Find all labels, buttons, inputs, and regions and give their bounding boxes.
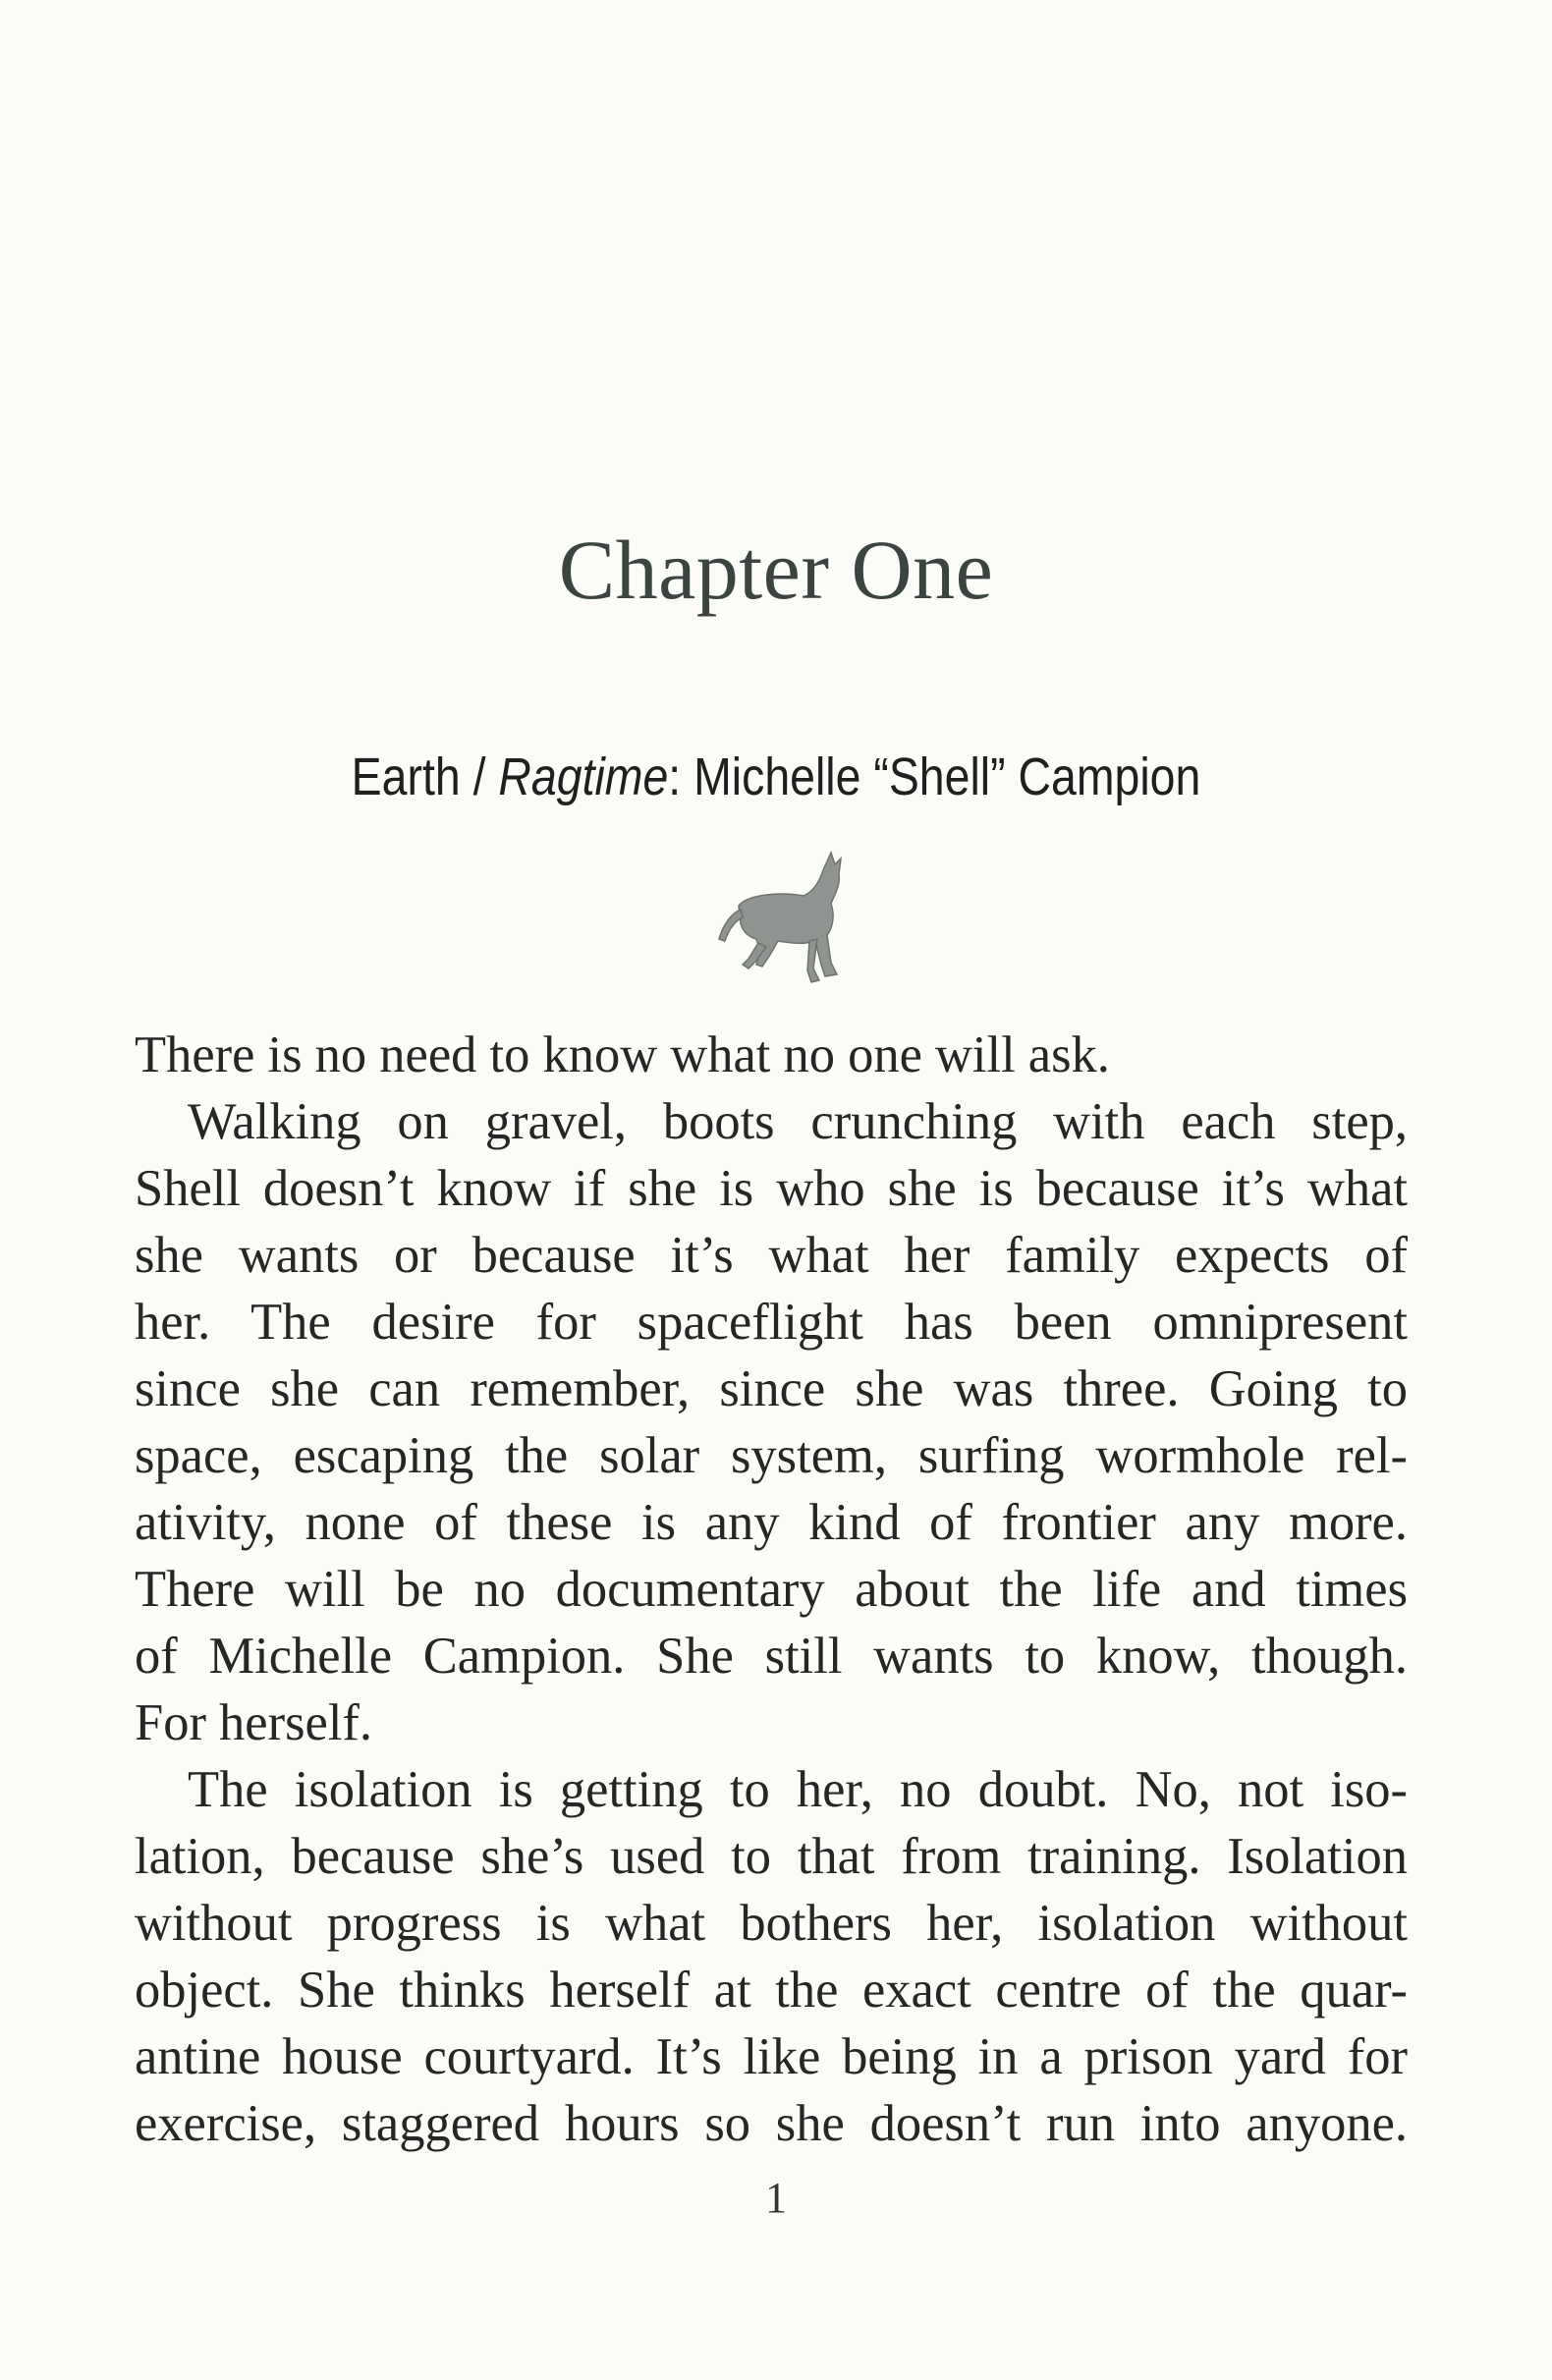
body-text <box>135 1022 1408 2157</box>
text-line: her. The desire for spaceflight has been omnipresent <box>135 1294 1408 1351</box>
text-line: of Michelle Campion. She still wants to know, though. <box>135 1628 1408 1685</box>
subtitle-prefix: Earth / <box>351 747 499 806</box>
text-line: For herself. <box>135 1694 373 1751</box>
chapter-subtitle <box>109 747 1444 807</box>
page-number: 1 <box>765 2174 787 2222</box>
chapter-title: Chapter One <box>558 523 994 617</box>
subtitle-suffix: : Michelle “Shell” Campion <box>668 747 1201 806</box>
text-line: Shell doesn’t know if she is who she is because it’s what <box>135 1160 1408 1217</box>
text-line: space, escaping the solar system, surfing wormhole rel- <box>135 1427 1408 1484</box>
subtitle-italic: Ragtime <box>498 747 669 806</box>
text-line: lation, because she’s used to that from training. Isolation <box>135 1828 1408 1885</box>
text-line: The isolation is getting to her, no doubt. No, not iso- <box>188 1761 1408 1818</box>
text-line: ativity, none of these is any kind of frontier any more. <box>135 1494 1408 1551</box>
text-line: There will be no documentary about the life and times <box>135 1561 1408 1618</box>
text-line: Walking on gravel, boots crunching with each step, <box>188 1093 1408 1150</box>
text-line: antine house courtyard. It’s like being in a prison yard for <box>135 2028 1408 2085</box>
text-line: without progress is what bothers her, isolation without <box>135 1895 1408 1952</box>
text-line: exercise, staggered hours so she doesn’t run into anyone. <box>135 2095 1408 2152</box>
text-line: There is no need to know what no one will ask. <box>135 1026 1110 1083</box>
howling-wolf-icon <box>688 845 864 992</box>
text-line: object. She thinks herself at the exact centre of the quar- <box>135 1962 1408 2019</box>
text-line: she wants or because it’s what her family expects of <box>135 1227 1408 1284</box>
text-line: since she can remember, since she was three. Going to <box>135 1360 1408 1417</box>
